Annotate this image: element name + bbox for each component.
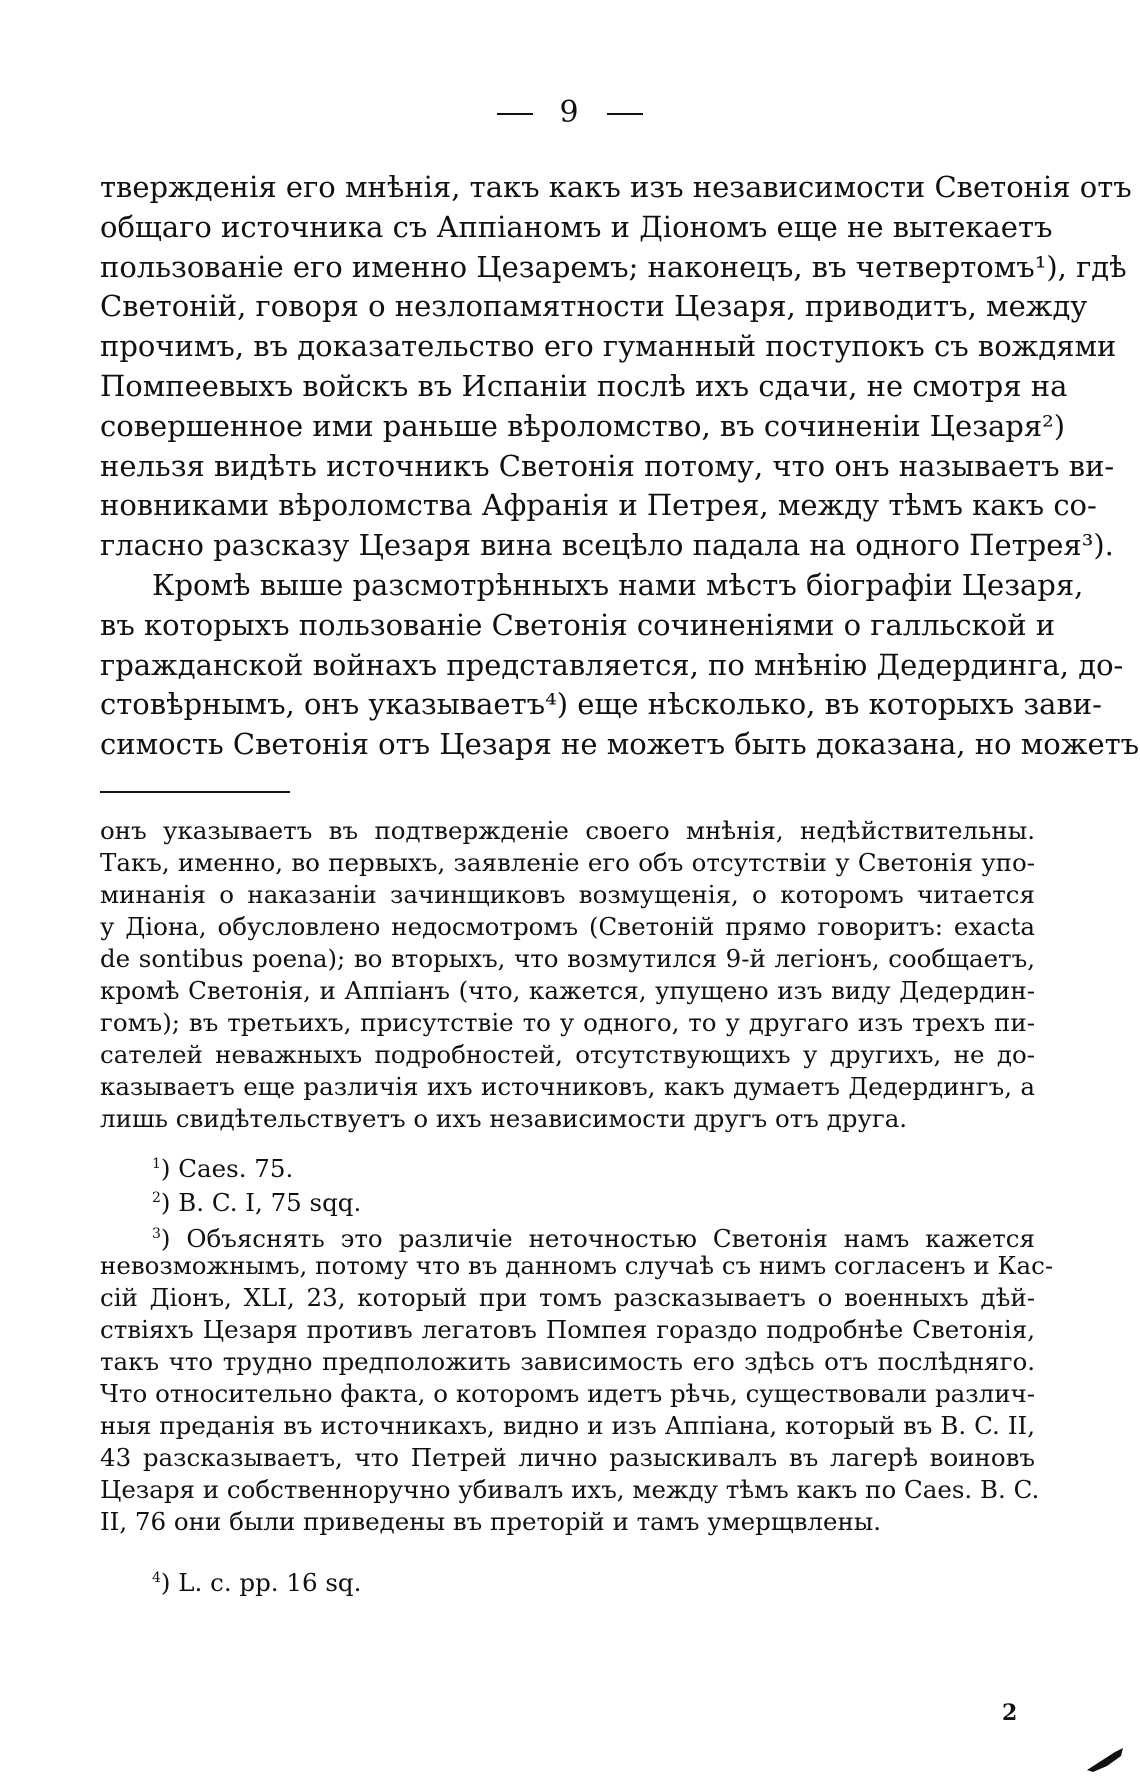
note-line: $^3$) Объяснять это различіе неточностью Светонія намъ кажется bbox=[152, 1224, 1035, 1253]
note-line: Что относительно факта, о которомъ идетъ рѣчь, существовали различ- bbox=[100, 1379, 1035, 1408]
signature-mark: 2 bbox=[1002, 1700, 1018, 1726]
footnote-text: Объяснять это различіе неточностью Светонія намъ кажется bbox=[186, 1224, 1035, 1253]
text-line: твержденія его мнѣнія, такъ какъ изъ независимости Светонія отъ bbox=[100, 170, 1132, 204]
text-line: Помпеевыхъ войскъ въ Испаніи послѣ ихъ сдачи, не смотря на bbox=[100, 368, 1068, 403]
note-line: II, 76 они были приведены въ преторій и тамъ умерщвлены. bbox=[100, 1507, 882, 1536]
main-text bbox=[100, 168, 1140, 765]
note-line: лишь свидѣтельствуетъ о ихъ независимости другъ отъ друга. bbox=[100, 1104, 908, 1133]
footnote-marker: 3 bbox=[152, 1226, 161, 1242]
note-line: de sontibus poena); во вторыхъ, что возмутился 9-й легіонъ, сообщаетъ, bbox=[100, 944, 1035, 973]
note-line: онъ указываетъ въ подтвержденіе своего мнѣнія, недѣйствительны. bbox=[100, 816, 1035, 845]
footnote-1: $^1$) Caes. 75. bbox=[152, 1154, 294, 1183]
note-line: у Діона, обусловлено недосмотромъ (Светоній прямо говоритъ: exacta bbox=[100, 912, 1035, 941]
footnote-text: L. c. pp. 16 sq. bbox=[178, 1568, 362, 1597]
page-number-dash-left bbox=[497, 113, 533, 115]
text-line: прочимъ, въ доказательство его гуманный поступокъ съ вождями bbox=[100, 329, 1117, 364]
footnote-text: B. C. I, 75 sqq. bbox=[178, 1188, 362, 1217]
note-line: Такъ, именно, во первыхъ, заявленіе его объ отсутствіи у Светонія упо- bbox=[100, 848, 1035, 877]
text-line: стовѣрнымъ, онъ указываетъ⁴) еще нѣсколько, въ которыхъ зави- bbox=[100, 687, 1102, 722]
note-line: ныя преданія въ источникахъ, видно и изъ Аппіана, который въ B. C. II, bbox=[100, 1411, 1035, 1440]
page-number bbox=[0, 95, 1140, 130]
corner-blot-icon bbox=[1085, 1744, 1125, 1774]
text-line: гласно разсказу Цезаря вина всецѣло падала на одного Петрея³). bbox=[100, 528, 1114, 563]
footnote-4: $^4$) L. c. pp. 16 sq. bbox=[152, 1568, 362, 1597]
note-line: кромѣ Светонія, и Аппіанъ (что, кажется, упущено изъ виду Дедердин- bbox=[100, 976, 1035, 1005]
text-line: нельзя видѣть источникъ Светонія потому, что онъ называетъ ви- bbox=[100, 448, 1115, 483]
page-number-dash-right bbox=[607, 113, 643, 115]
note-line: ствіяхъ Цезаря противъ легатовъ Помпея гораздо подробнѣе Светонія, bbox=[100, 1315, 1035, 1344]
note-line: минанія о наказаніи зачинщиковъ возмущенія, о которомъ читается bbox=[100, 880, 1035, 909]
footnote-3 bbox=[100, 1218, 1054, 1538]
footnote-marker: 1 bbox=[152, 1156, 161, 1172]
note-line: 43 разсказываетъ, что Петрей лично разыскивалъ въ лагерѣ воиновъ bbox=[100, 1443, 1035, 1472]
page-number-value: 9 bbox=[559, 95, 581, 130]
note-line: сій Діонъ, XLI, 23, который при томъ разсказываетъ о военныхъ дѣй- bbox=[100, 1283, 1035, 1312]
text-line: новниками вѣроломства Афранія и Петрея, между тѣмъ какъ со- bbox=[100, 488, 1097, 523]
text-line: пользованіе его именно Цезаремъ; наконецъ, въ четвертомъ¹), гдѣ bbox=[100, 249, 1127, 284]
note-line: Цезаря и собственноручно убивалъ ихъ, между тѣмъ какъ по Caes. B. C. bbox=[100, 1475, 1040, 1504]
text-line: общаго источника съ Аппіаномъ и Діономъ еще не вытекаетъ bbox=[100, 209, 1053, 244]
note-line: гомъ); въ третьихъ, присутствіе то у одного, то у другаго изъ трехъ пи- bbox=[100, 1008, 1035, 1037]
footnote-2: $^2$) B. C. I, 75 sqq. bbox=[152, 1188, 362, 1217]
text-line: въ которыхъ пользованіе Светонія сочиненіями о галльской и bbox=[100, 607, 1056, 642]
text-line: совершенное ими раньше вѣроломство, въ сочиненіи Цезаря²) bbox=[100, 408, 1066, 443]
footnote-text: Caes. 75. bbox=[178, 1154, 294, 1183]
note-line: такъ что трудно предположить зависимость его здѣсь отъ послѣдняго. bbox=[100, 1347, 1035, 1376]
footnote-marker: 4 bbox=[152, 1570, 161, 1586]
text-line: Светоній, говоря о незлопамятности Цезаря, приводитъ, между bbox=[100, 289, 1088, 324]
text-line: симость Светонія отъ Цезаря не можетъ быть доказана, но можетъ bbox=[100, 727, 1140, 762]
text-line: Кромѣ выше разсмотрѣнныхъ нами мѣстъ біографіи Цезаря, bbox=[152, 567, 1084, 602]
note-line: казываетъ еще различія ихъ источниковъ, какъ думаетъ Дедердингъ, а bbox=[100, 1072, 1035, 1101]
footnote-marker: 2 bbox=[152, 1190, 161, 1206]
text-line: гражданской войнахъ представляется, по мнѣнію Дедердинга, до- bbox=[100, 647, 1124, 682]
note-line: невозможнымъ, потому что въ данномъ случаѣ съ нимъ согласенъ и Кас- bbox=[100, 1251, 1054, 1280]
footnote-divider bbox=[100, 791, 290, 793]
footnotes bbox=[100, 815, 1035, 1135]
note-line: сателей неважныхъ подробностей, отсутствующихъ у другихъ, не до- bbox=[100, 1040, 1035, 1069]
